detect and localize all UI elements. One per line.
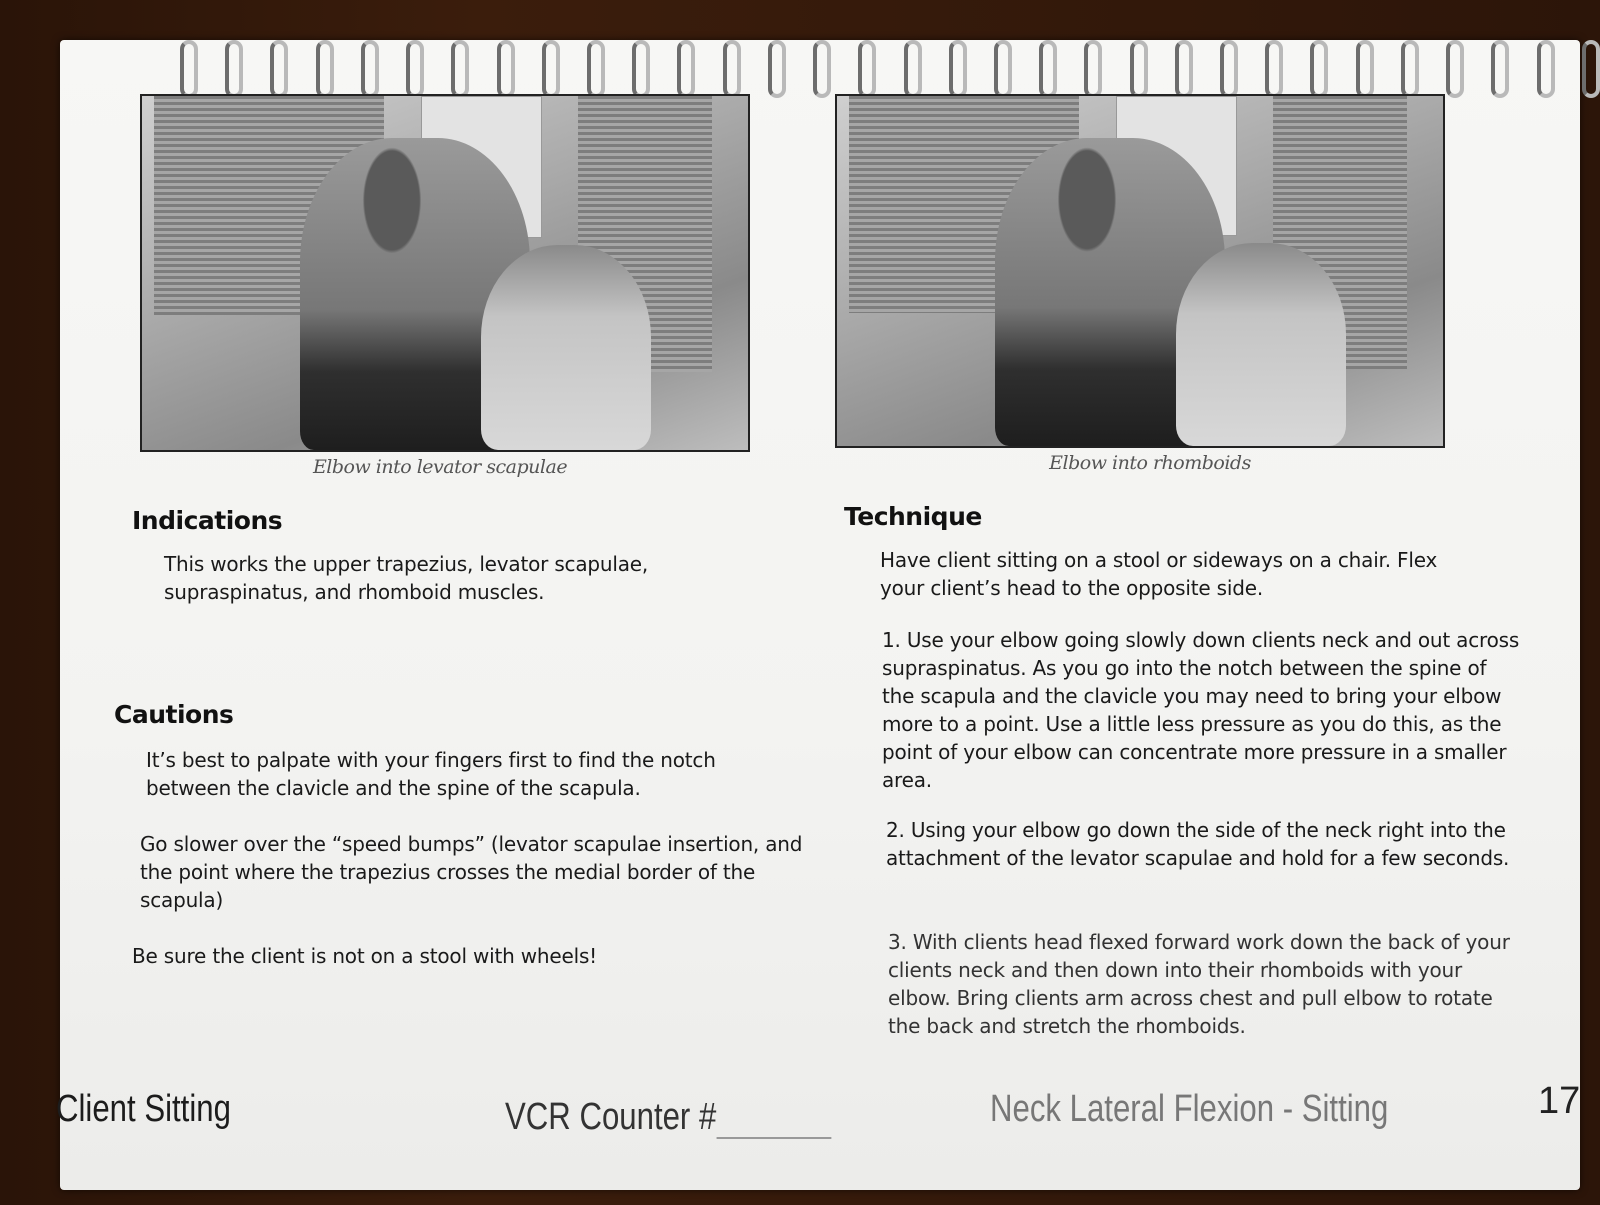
photo-rhomboids	[835, 94, 1445, 448]
indications-text: This works the upper trapezius, levator scapulae, supraspinatus, and rhomboid muscles.	[164, 552, 649, 604]
technique-step-3: 3. With clients head flexed forward work down the back of your clients neck and then down into their rhomboids with your elbow. Bring clients arm across chest and pull elbow to rotate the back and stretch the rhomboids.	[888, 930, 1510, 1038]
cautions-heading: Cautions	[114, 700, 234, 729]
cautions-paragraph-2: Go slower over the “speed bumps” (levator scapulae insertion, and the point where the trapezius crosses the medial border of the scapula)	[140, 832, 803, 912]
workbook-page	[56, 40, 1581, 1190]
indications-heading: Indications	[132, 506, 283, 535]
photo-levator-scapulae	[140, 94, 750, 452]
cautions-paragraph-1: It’s best to palpate with your fingers first to find the notch between the clavicle and the spine of the scapula.	[146, 748, 716, 800]
cautions-paragraph-3: Be sure the client is not on a stool with wheels!	[132, 944, 597, 968]
footer-client-sitting: Client Sitting	[56, 1088, 231, 1130]
vcr-counter-blank	[716, 1105, 831, 1139]
footer-section-title: Neck Lateral Flexion - Sitting	[990, 1088, 1389, 1130]
photo-caption-right: Elbow into rhomboids	[1049, 452, 1251, 474]
technique-heading: Technique	[844, 502, 982, 531]
footer-vcr-counter	[505, 1096, 831, 1139]
vcr-counter-label: VCR Counter #	[505, 1096, 717, 1138]
spiral-binding	[180, 40, 1600, 102]
page-number: 17	[1538, 1080, 1581, 1122]
technique-intro: Have client sitting on a stool or sideways on a chair. Flex your client’s head to the opposite side.	[880, 548, 1438, 600]
technique-step-2: 2. Using your elbow go down the side of the neck right into the attachment of the levator scapulae and hold for a few seconds.	[886, 818, 1510, 870]
photo-caption-left: Elbow into levator scapulae	[312, 456, 568, 478]
technique-step-1: 1. Use your elbow going slowly down clients neck and out across supraspinatus. As you go into the notch between the spine of the scapula and the clavicle you may need to bring your elbow more to a point. Use a little less pressure as you do this, as the point of your elbow can concentrate more pressure in a smaller area.	[882, 628, 1520, 792]
